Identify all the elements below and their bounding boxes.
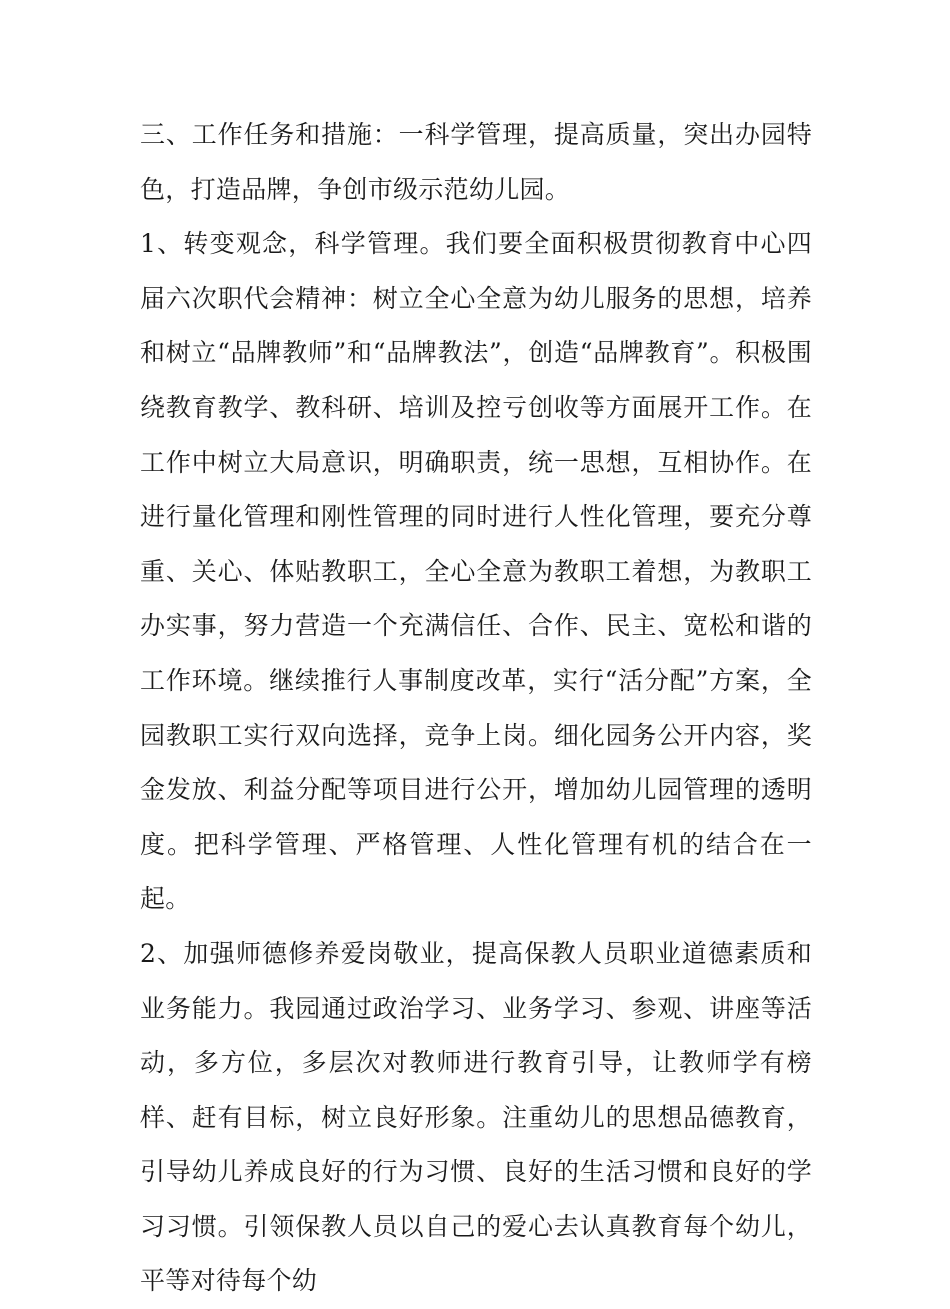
paragraph-item-two: 2、加强师德修养爱岗敬业，提高保教人员职业道德素质和业务能力。我园通过政治学习、业务学习、参观、讲座等活动，多方位，多层次对教师进行教育引导，让教师学有榜样、赶有目标，树立良好形象。注重幼儿的思想品德教育，引导幼儿养成良好的行为习惯、良好的生活习惯和良好的学习习惯。引领保教人员以自己的爱心去认真教育每个幼儿，平等对待每个幼 bbox=[140, 938, 812, 1296]
paragraph-section-three: 三、工作任务和措施：一科学管理，提高质量，突出办园特色，打造品牌，争创市级示范幼儿园。 bbox=[140, 120, 812, 204]
paragraph-item-one: 1、转变观念，科学管理。我们要全面积极贯彻教育中心四届六次职代会精神：树立全心全意为幼儿服务的思想，培养和树立“品牌教师”和“品牌教法”，创造“品牌教育”。积极围绕教育教学、教科研、培训及控亏创收等方面展开工作。在工作中树立大局意识，明确职责，统一思想，互相协作。在进行量化管理和刚性管理的同时进行人性化管理，要充分尊重、关心、体贴教职工，全心全意为教职工着想，为教职工办实事，努力营造一个充满信任、合作、民主、宽松和谐的工作环境。继续推行人事制度改革，实行“活分配”方案，全园教职工实行双向选择，竞争上岗。细化园务公开内容，奖金发放、利益分配等项目进行公开，增加幼儿园管理的透明度。把科学管理、严格管理、人性化管理有机的结合在一起。 bbox=[140, 229, 812, 914]
document-body bbox=[140, 108, 812, 1309]
